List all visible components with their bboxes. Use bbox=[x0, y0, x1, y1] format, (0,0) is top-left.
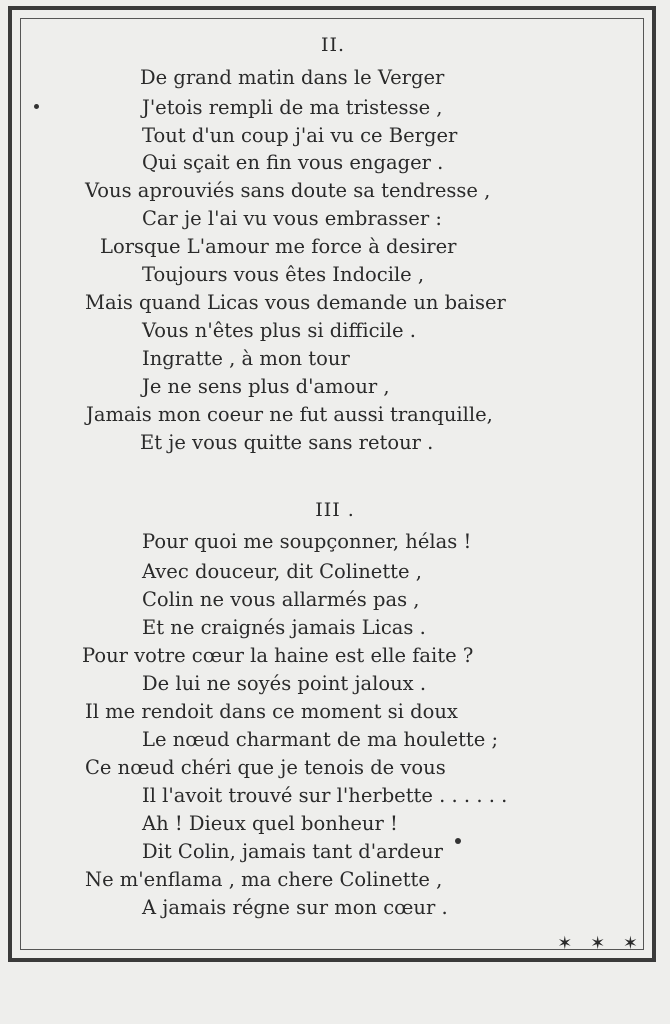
stanza-numeral: III . bbox=[315, 499, 355, 521]
verse-line: Tout d'un coup j'ai vu ce Berger bbox=[142, 124, 458, 147]
verse-line: Colin ne vous allarmés pas , bbox=[142, 588, 420, 611]
verse-line: Dit Colin, jamais tant d'ardeur bbox=[142, 840, 443, 863]
verse-line: Il me rendoit dans ce moment si doux bbox=[85, 700, 458, 723]
verse-line: Ingratte , à mon tour bbox=[142, 347, 350, 370]
verse-line: Je ne sens plus d'amour , bbox=[142, 375, 390, 398]
verse-line: Et je vous quitte sans retour . bbox=[140, 431, 434, 454]
verse-line: Vous aprouviés sans doute sa tendresse , bbox=[85, 179, 491, 202]
verse-line: Et ne craignés jamais Licas . bbox=[142, 616, 426, 639]
verse-line: Car je l'ai vu vous embrasser : bbox=[142, 207, 442, 230]
verse-line: Pour votre cœur la haine est elle faite ? bbox=[82, 644, 474, 667]
verse-line: A jamais régne sur mon cœur . bbox=[142, 896, 448, 919]
verse-line: De grand matin dans le Verger bbox=[140, 66, 445, 89]
verse-line: Avec douceur, dit Colinette , bbox=[142, 560, 422, 583]
verse-line: Jamais mon coeur ne fut aussi tranquille, bbox=[86, 403, 493, 426]
verse-line: Ce nœud chéri que je tenois de vous bbox=[85, 756, 446, 779]
verse-line: Ah ! Dieux quel bonheur ! bbox=[142, 812, 398, 835]
verse-line: J'etois rempli de ma tristesse , bbox=[142, 96, 443, 119]
verse-line: Le nœud charmant de ma houlette ; bbox=[142, 728, 499, 751]
ink-speck bbox=[34, 104, 39, 109]
verse-line: Il l'avoit trouvé sur l'herbette . . . . . . bbox=[142, 784, 508, 807]
verse-line: Qui sçait en fin vous engager . bbox=[142, 151, 444, 174]
ink-speck bbox=[455, 838, 461, 844]
verse-line: Pour quoi me soupçonner, hélas ! bbox=[142, 530, 472, 553]
star-ornament: ✶ ✶ ✶ bbox=[557, 933, 644, 954]
verse-line: Mais quand Licas vous demande un baiser bbox=[85, 291, 506, 314]
verse-line: Ne m'enflama , ma chere Colinette , bbox=[85, 868, 443, 891]
stanza-numeral: II. bbox=[320, 34, 346, 56]
verse-line: Vous n'êtes plus si difficile . bbox=[142, 319, 416, 342]
verse-line: Toujours vous êtes Indocile , bbox=[142, 263, 425, 286]
verse-line: De lui ne soyés point jaloux . bbox=[142, 672, 427, 695]
verse-line: Lorsque L'amour me force à desirer bbox=[100, 235, 457, 258]
